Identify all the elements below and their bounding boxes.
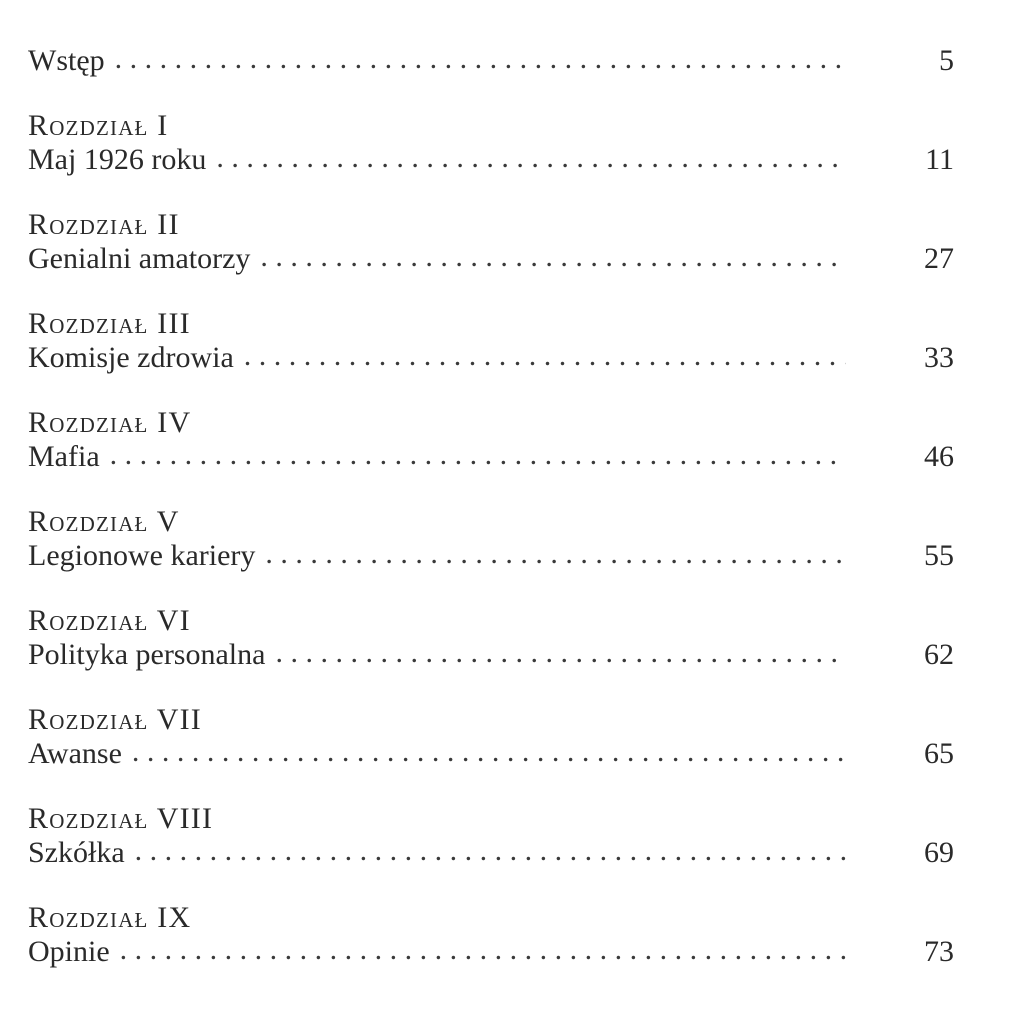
dot-leader bbox=[216, 141, 846, 175]
toc-page-number: 73 bbox=[924, 935, 954, 968]
table-of-contents bbox=[28, 44, 954, 969]
toc-page-number: 33 bbox=[924, 341, 954, 374]
toc-page-number: 11 bbox=[925, 143, 954, 176]
toc-page-number: 55 bbox=[924, 539, 954, 572]
toc-row bbox=[28, 836, 954, 870]
toc-title: Wstęp bbox=[28, 44, 105, 77]
toc-chapter-label: Rozdział III bbox=[28, 307, 191, 340]
toc-title: Szkółka bbox=[28, 836, 125, 869]
toc-chapter-label: Rozdział I bbox=[28, 109, 169, 142]
toc-chapter-label: Rozdział IV bbox=[28, 406, 192, 439]
dot-leader bbox=[110, 438, 846, 472]
toc-chapter-label: Rozdział V bbox=[28, 505, 180, 538]
toc-row bbox=[28, 935, 954, 969]
dot-leader bbox=[275, 636, 846, 670]
toc-chapter-label: Rozdział IX bbox=[28, 901, 192, 934]
toc-entry-chapter-1 bbox=[28, 109, 954, 177]
dot-leader bbox=[135, 834, 846, 868]
toc-entry-intro bbox=[28, 44, 954, 78]
toc-chapter-label: Rozdział VII bbox=[28, 703, 202, 736]
dot-leader bbox=[132, 735, 846, 769]
toc-row bbox=[28, 44, 954, 78]
toc-entry-chapter-4 bbox=[28, 406, 954, 474]
dot-leader bbox=[115, 42, 846, 76]
toc-entry-chapter-5 bbox=[28, 505, 954, 573]
toc-entry-chapter-3 bbox=[28, 307, 954, 375]
dot-leader bbox=[120, 933, 846, 967]
toc-title: Genialni amatorzy bbox=[28, 242, 251, 275]
toc-title: Opinie bbox=[28, 935, 110, 968]
toc-chapter-label: Rozdział II bbox=[28, 208, 180, 241]
toc-entry-chapter-2 bbox=[28, 208, 954, 276]
toc-chapter-label: Rozdział VIII bbox=[28, 802, 214, 835]
toc-row bbox=[28, 539, 954, 573]
toc-title: Awanse bbox=[28, 737, 122, 770]
toc-page-number: 27 bbox=[924, 242, 954, 275]
toc-page-number: 62 bbox=[924, 638, 954, 671]
toc-chapter-label: Rozdział VI bbox=[28, 604, 191, 637]
toc-title: Maj 1926 roku bbox=[28, 143, 207, 176]
toc-row bbox=[28, 242, 954, 276]
dot-leader bbox=[244, 339, 846, 373]
toc-row bbox=[28, 143, 954, 177]
toc-entry-chapter-7 bbox=[28, 703, 954, 771]
toc-entry-chapter-6 bbox=[28, 604, 954, 672]
toc-page-number: 46 bbox=[924, 440, 954, 473]
toc-row bbox=[28, 638, 954, 672]
toc-row bbox=[28, 440, 954, 474]
toc-entry-chapter-8 bbox=[28, 802, 954, 870]
toc-page-number: 69 bbox=[924, 836, 954, 869]
toc-title: Mafia bbox=[28, 440, 100, 473]
dot-leader bbox=[260, 240, 846, 274]
toc-page-number: 65 bbox=[924, 737, 954, 770]
toc-page-number: 5 bbox=[939, 44, 954, 77]
toc-title: Komisje zdrowia bbox=[28, 341, 234, 374]
toc-entry-chapter-9 bbox=[28, 901, 954, 969]
dot-leader bbox=[265, 537, 846, 571]
toc-title: Polityka personalna bbox=[28, 638, 266, 671]
toc-row bbox=[28, 737, 954, 771]
toc-row bbox=[28, 341, 954, 375]
toc-title: Legionowe kariery bbox=[28, 539, 256, 572]
